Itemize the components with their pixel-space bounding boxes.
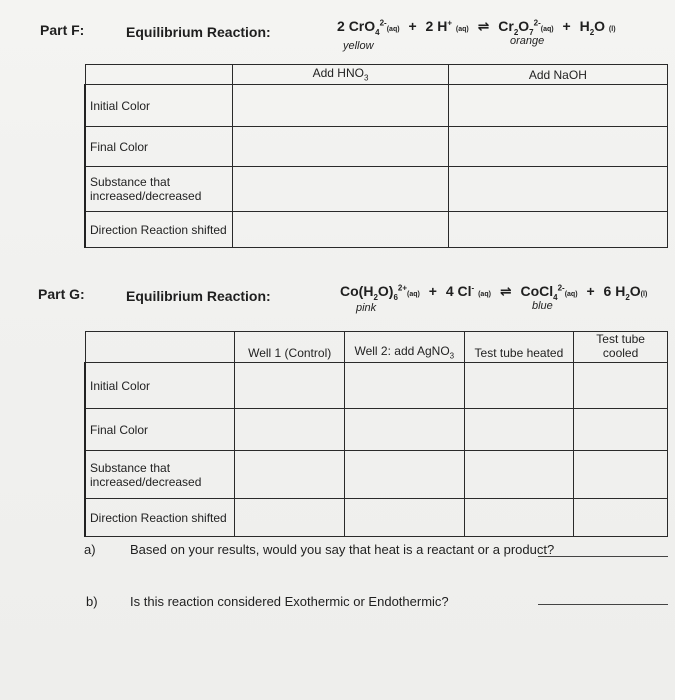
table-row [85, 167, 668, 212]
answer-cell[interactable] [464, 363, 574, 409]
table-row [85, 85, 668, 127]
answer-cell[interactable] [233, 85, 448, 127]
part-f-equilibrium-label: Equilibrium Reaction: [126, 24, 271, 40]
product-2: 6 $H_2O(l)$ [603, 283, 648, 302]
table-row [85, 409, 668, 451]
answer-cell[interactable] [464, 409, 574, 451]
row-label-final-color: Final Color [85, 127, 233, 167]
part-f-label: Part F: [40, 22, 85, 38]
part-f-table [84, 64, 668, 248]
header-cell [85, 332, 235, 363]
product-1: CoCl$_4^{2-}$(aq) [520, 283, 578, 302]
answer-cell[interactable] [233, 212, 448, 248]
part-g-reactant-color: pink [356, 302, 377, 314]
row-label-initial-color: Initial Color [85, 363, 235, 409]
question-a-text: Based on your results, would you say that heat is a reactant or a product? [130, 542, 555, 557]
part-g-product-color: blue [532, 300, 553, 312]
table-row [85, 212, 668, 248]
answer-cell[interactable] [235, 451, 345, 499]
table-row [85, 363, 668, 409]
question-a-letter: a) [84, 542, 96, 557]
row-label-final-color: Final Color [85, 409, 235, 451]
row-label-direction: Direction Reaction shifted [85, 499, 235, 537]
answer-cell[interactable] [345, 409, 465, 451]
answer-cell[interactable] [464, 499, 574, 537]
equilibrium-arrow: ⇌ [499, 283, 512, 299]
header-test-tube-heated: Test tube heated [464, 332, 574, 363]
answer-cell[interactable] [448, 127, 667, 167]
part-g-table [84, 331, 668, 537]
answer-cell[interactable] [448, 167, 667, 212]
header-well-2-agno3: Well 2: add AgNO$_3$ [345, 332, 465, 363]
question-b-text: Is this reaction considered Exothermic or Endothermic? [130, 594, 449, 609]
header-add-hno3: Add $HNO_3$ [233, 65, 448, 85]
reactant-1: 2 CrO$_4^{2-}$(aq) [337, 18, 400, 37]
part-f-reactant-color: yellow [343, 40, 374, 52]
question-b-answer-line[interactable] [538, 604, 668, 605]
header-add-naoh: Add NaOH [448, 65, 667, 85]
equilibrium-arrow: ⇌ [477, 18, 490, 34]
part-g-equilibrium-label: Equilibrium Reaction: [126, 288, 271, 304]
answer-cell[interactable] [448, 85, 667, 127]
answer-cell[interactable] [345, 451, 465, 499]
answer-cell[interactable] [235, 499, 345, 537]
answer-cell[interactable] [233, 167, 448, 212]
question-b-letter: b) [86, 594, 98, 609]
reactant-1: $Co(H_2O)_6^{2+}(aq)$ [340, 283, 420, 302]
answer-cell[interactable] [464, 451, 574, 499]
question-a-answer-line[interactable] [538, 556, 668, 557]
answer-cell[interactable] [233, 127, 448, 167]
answer-cell[interactable] [574, 499, 668, 537]
row-label-substance: Substance that increased/decreased [85, 167, 233, 212]
reactant-2: 2 H+ (aq) [425, 18, 469, 34]
answer-cell[interactable] [574, 363, 668, 409]
header-test-tube-cooled: Test tube cooled [574, 332, 668, 363]
product-2: $H_2O$ (l) [579, 18, 616, 37]
row-label-direction: Direction Reaction shifted [85, 212, 233, 248]
part-f-equation: 2 CrO$_4^{2-}$(aq) + 2 H+ (aq) ⇌ $Cr_2O_7^{2-}(aq) + H_2O$ (l) [337, 18, 616, 37]
table-row [85, 127, 668, 167]
header-cell [85, 65, 233, 85]
row-label-substance: Substance that increased/decreased [85, 451, 235, 499]
answer-cell[interactable] [574, 451, 668, 499]
answer-cell[interactable] [235, 363, 345, 409]
answer-cell[interactable] [574, 409, 668, 451]
answer-cell[interactable] [235, 409, 345, 451]
answer-cell[interactable] [448, 212, 667, 248]
reactant-2: 4 Cl- (aq) [445, 283, 491, 299]
product-1: $Cr_2O_7^{2-}(aq)$ [498, 18, 554, 37]
part-g-equation: $Co(H_2O)_6^{2+}(aq) + 4$ Cl- (aq) ⇌ CoCl$_4^{2-}$(aq) + 6 $H_2O(l)$ [340, 283, 648, 302]
table-header-row [85, 332, 668, 363]
table-header-row [85, 65, 668, 85]
table-row [85, 499, 668, 537]
answer-cell[interactable] [345, 363, 465, 409]
part-g-label: Part G: [38, 286, 85, 302]
header-well-1-control: Well 1 (Control) [235, 332, 345, 363]
table-row [85, 451, 668, 499]
row-label-initial-color: Initial Color [85, 85, 233, 127]
answer-cell[interactable] [345, 499, 465, 537]
part-f-product-color: orange [510, 35, 545, 47]
